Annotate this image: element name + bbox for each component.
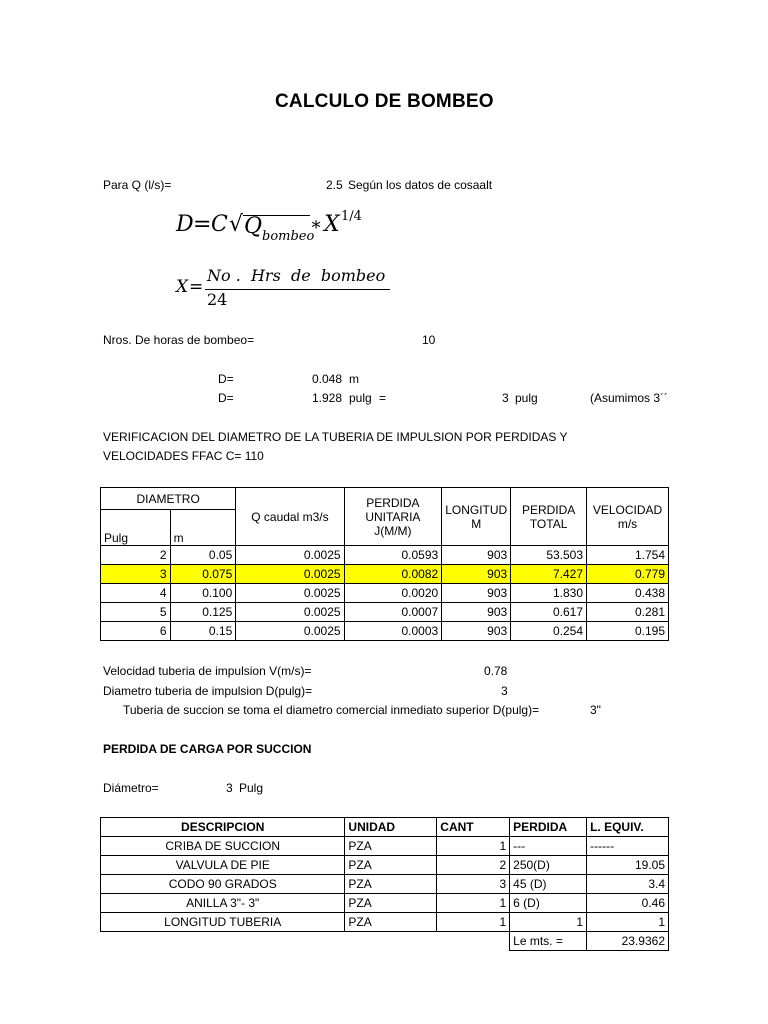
cell-cant: 1	[437, 913, 510, 932]
cell-velocidad: 1.754	[587, 546, 669, 565]
table-row	[101, 837, 669, 856]
cell-cant: 3	[437, 875, 510, 894]
hours-label: Nros. De horas de bombeo=	[103, 333, 255, 347]
verification-line1: VERIFICACION DEL DIAMETRO DE LA TUBERIA DE IMPULSION POR PERDIDAS Y	[103, 430, 568, 444]
cell-velocidad: 0.195	[587, 622, 669, 641]
table-row	[101, 913, 669, 932]
d1-label: D=	[218, 372, 234, 386]
cell-pulg: 2	[101, 546, 171, 565]
flow-label: Para Q (l/s)=	[103, 178, 172, 192]
diam-impulsion-value: 3	[501, 684, 508, 698]
d1-unit: m	[349, 372, 359, 386]
cell-pulg: 4	[101, 584, 171, 603]
cell-pulg: 5	[101, 603, 171, 622]
formula2-eq: =	[189, 277, 204, 297]
sqrt-icon: √	[229, 212, 244, 237]
hours-value: 10	[422, 333, 436, 347]
cell-velocidad: 0.438	[587, 584, 669, 603]
table-row	[101, 584, 669, 603]
cell-unidad: PZA	[345, 856, 437, 875]
d2-value2: 3	[502, 391, 509, 405]
cell-unidad: PZA	[345, 837, 437, 856]
formula1-q-sub: bombeo	[262, 229, 315, 244]
cell-perdida-unitaria: 0.0082	[344, 565, 442, 584]
cell-pulg: 3	[101, 565, 171, 584]
table-row	[101, 875, 669, 894]
cell-perdida-unitaria: 0.0020	[344, 584, 442, 603]
cell-l-equiv: 19.05	[587, 856, 669, 875]
header-perdida-total: PERDIDA TOTAL	[511, 488, 587, 546]
table-row	[101, 603, 669, 622]
cell-l-equiv: 0.46	[587, 894, 669, 913]
table-row	[101, 856, 669, 875]
cell-m: 0.100	[170, 584, 236, 603]
cell-perdida-total: 0.254	[511, 622, 587, 641]
formula1-times: ∗	[310, 214, 323, 235]
header-perdida-unitaria: PERDIDA UNITARIA J(M/M)	[344, 488, 442, 546]
table-row-highlighted	[101, 565, 669, 584]
cell-perdida: 250(D)	[510, 856, 587, 875]
cell-unidad: PZA	[345, 913, 437, 932]
d2-unit: pulg	[349, 391, 372, 405]
verification-line2: VELOCIDADES FFAC C= 110	[103, 449, 264, 463]
d1-value: 0.048	[312, 372, 343, 386]
d2-unit2: pulg	[515, 391, 538, 405]
table-row	[101, 894, 669, 913]
cell-unidad: PZA	[345, 875, 437, 894]
cell-perdida-total: 7.427	[511, 565, 587, 584]
cell-perdida-total: 1.830	[511, 584, 587, 603]
table-row	[101, 546, 669, 565]
cell-unidad: PZA	[345, 894, 437, 913]
header-unidad: UNIDAD	[345, 818, 437, 837]
formula1-c: C	[211, 212, 228, 237]
cell-pulg: 6	[101, 622, 171, 641]
header-perdida: PERDIDA	[510, 818, 587, 837]
d2-note: (Asumimos 3´´	[590, 391, 669, 405]
cell-longitud: 903	[442, 546, 511, 565]
header-l-equiv: L. EQUIV.	[587, 818, 669, 837]
cell-m: 0.125	[170, 603, 236, 622]
succion-note-label: Tuberia de succion se toma el diametro comercial inmediato superior D(pulg)=	[123, 703, 540, 717]
formula2-denominator: 24	[207, 290, 228, 309]
total-label: Le mts. =	[510, 932, 587, 951]
header-caudal: Q caudal m3/s	[236, 488, 344, 546]
cell-perdida: 1	[510, 913, 587, 932]
cell-caudal: 0.0025	[236, 565, 344, 584]
cell-cant: 2	[437, 856, 510, 875]
cell-perdida: 6 (D)	[510, 894, 587, 913]
header-diametro: DIAMETRO	[101, 488, 236, 510]
table-row	[101, 622, 669, 641]
header-pulg: Pulg	[101, 510, 171, 546]
cell-descripcion: CODO 90 GRADOS	[101, 875, 345, 894]
velocity-value: 0.78	[484, 664, 508, 678]
d2-eq: =	[379, 391, 387, 405]
diametro2-label: Diámetro=	[103, 781, 159, 795]
formula1-x: X	[324, 212, 340, 237]
cell-longitud: 903	[442, 565, 511, 584]
formula1-q: Q	[244, 214, 263, 239]
cell-caudal: 0.0025	[236, 584, 344, 603]
velocity-label: Velocidad tuberia de impulsion V(m/s)=	[103, 664, 312, 678]
cell-caudal: 0.0025	[236, 622, 344, 641]
cell-perdida-total: 0.617	[511, 603, 587, 622]
suction-loss-table	[100, 817, 669, 951]
header-cant: CANT	[437, 818, 510, 837]
cell-velocidad: 0.779	[587, 565, 669, 584]
diametro2-unit: Pulg	[239, 781, 264, 795]
header-velocidad: VELOCIDAD m/s	[587, 488, 669, 546]
cell-perdida-unitaria: 0.0593	[344, 546, 442, 565]
d2-label: D=	[218, 391, 234, 405]
cell-descripcion: ANILLA 3"- 3"	[101, 894, 345, 913]
cell-perdida-unitaria: 0.0003	[344, 622, 442, 641]
cell-cant: 1	[437, 837, 510, 856]
cell-cant: 1	[437, 894, 510, 913]
cell-perdida: ---	[510, 837, 587, 856]
cell-m: 0.05	[170, 546, 236, 565]
formula1-eq: =	[193, 212, 212, 237]
header-m: m	[170, 510, 236, 546]
page-title: CALCULO DE BOMBEO	[275, 91, 494, 112]
table-total-row	[101, 932, 669, 951]
formula1-lhs: D	[176, 212, 194, 237]
cell-caudal: 0.0025	[236, 603, 344, 622]
formula2-numerator: No . Hrs de bombeo	[207, 266, 386, 285]
cell-longitud: 903	[442, 584, 511, 603]
cell-descripcion: CRIBA DE SUCCION	[101, 837, 345, 856]
header-longitud: LONGITUD M	[442, 488, 511, 546]
succion-note-value: 3"	[590, 703, 601, 717]
formula1-exp: 1/4	[341, 209, 362, 224]
cell-l-equiv: 3.4	[587, 875, 669, 894]
diam-impulsion-label: Diametro tuberia de impulsion D(pulg)=	[103, 684, 313, 698]
total-value: 23.9362	[587, 932, 669, 951]
cell-caudal: 0.0025	[236, 546, 344, 565]
formula2-lhs: X	[176, 277, 189, 297]
flow-value: 2.5	[326, 178, 343, 192]
diametro2-value: 3	[226, 781, 233, 795]
cell-longitud: 903	[442, 622, 511, 641]
cell-longitud: 903	[442, 603, 511, 622]
cell-m: 0.075	[170, 565, 236, 584]
flow-note: Según los datos de cosaalt	[348, 178, 493, 192]
diameter-verification-table	[100, 487, 669, 641]
header-descripcion: DESCRIPCION	[101, 818, 345, 837]
d2-value: 1.928	[312, 391, 343, 405]
section-heading: PERDIDA DE CARGA POR SUCCION	[103, 742, 312, 756]
cell-perdida-unitaria: 0.0007	[344, 603, 442, 622]
cell-descripcion: VALVULA DE PIE	[101, 856, 345, 875]
cell-l-equiv: ------	[587, 837, 669, 856]
cell-perdida: 45 (D)	[510, 875, 587, 894]
cell-descripcion: LONGITUD TUBERIA	[101, 913, 345, 932]
cell-velocidad: 0.281	[587, 603, 669, 622]
cell-m: 0.15	[170, 622, 236, 641]
cell-l-equiv: 1	[587, 913, 669, 932]
cell-perdida-total: 53.503	[511, 546, 587, 565]
